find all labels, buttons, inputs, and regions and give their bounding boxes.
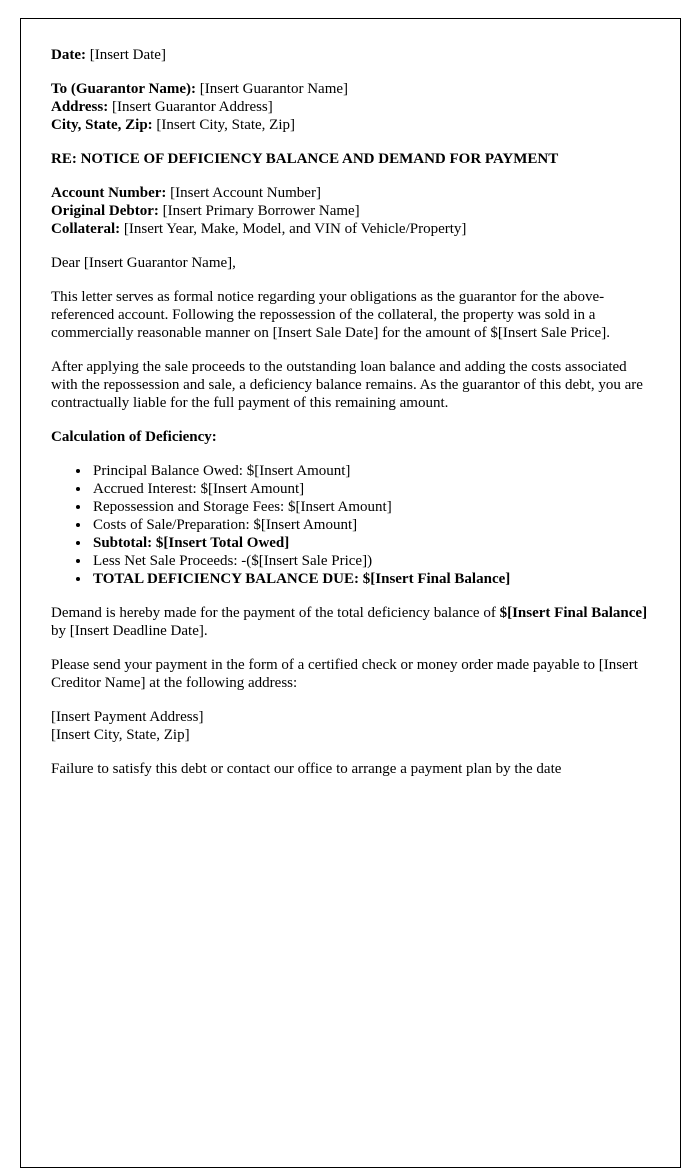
- payment-address-line2: [Insert City, State, Zip]: [51, 727, 190, 743]
- collateral-label: Collateral:: [51, 221, 121, 237]
- letter-page: [20, 18, 681, 1168]
- demand-text-post: by [Insert Deadline Date].: [51, 623, 208, 639]
- account-block: [51, 184, 650, 238]
- list-item-subtotal: • Subtotal: $[Insert Total Owed]: [91, 534, 650, 552]
- original-debtor-line: [51, 202, 650, 220]
- demand-text-pre: Demand is hereby made for the payment of the total deficiency balance of: [51, 605, 500, 621]
- recipient-city-line: [51, 116, 650, 134]
- collateral-line: [51, 220, 650, 238]
- recipient-to-line: [51, 80, 650, 98]
- list-item-repossession-fees: • Repossession and Storage Fees: $[Insert Amount]: [91, 498, 650, 516]
- payment-instructions-paragraph: Please send your payment in the form of a certified check or money order made payable to [Insert Creditor Name] at the following address:: [51, 657, 638, 691]
- account-number-label: Account Number:: [51, 185, 167, 201]
- recipient-city-value: [Insert City, State, Zip]: [152, 117, 296, 133]
- account-number-value: [Insert Account Number]: [166, 185, 321, 201]
- account-number-line: [51, 184, 650, 202]
- recipient-block: [51, 80, 650, 134]
- recipient-to-value: [Insert Guarantor Name]: [196, 81, 349, 97]
- date-line: [51, 46, 650, 64]
- date-label: Date:: [51, 47, 86, 63]
- recipient-address-line: [51, 98, 650, 116]
- original-debtor-value: [Insert Primary Borrower Name]: [158, 203, 360, 219]
- recipient-to-label: To (Guarantor Name):: [51, 81, 196, 97]
- recipient-address-label: Address:: [51, 99, 109, 115]
- recipient-address-value: [Insert Guarantor Address]: [108, 99, 273, 115]
- collateral-value: [Insert Year, Make, Model, and VIN of Vehicle/Property]: [120, 221, 467, 237]
- list-item-interest: • Accrued Interest: $[Insert Amount]: [91, 480, 650, 498]
- salutation: Dear [Insert Guarantor Name],: [51, 255, 236, 271]
- demand-paragraph: [51, 604, 650, 640]
- calculation-heading: Calculation of Deficiency:: [51, 429, 217, 445]
- list-item-principal: • Principal Balance Owed: $[Insert Amount]: [91, 462, 650, 480]
- body-paragraph-1: This letter serves as formal notice regarding your obligations as the guarantor for the above-referenced account. Following the repossession of the collateral, the property was sold in a commercially reasonable manner on [Insert Sale Date] for the amount of $[Insert Sale Price].: [51, 289, 610, 341]
- deficiency-calculation-list: [51, 462, 650, 588]
- list-item-less-proceeds: • Less Net Sale Proceeds: -($[Insert Sale Price]): [91, 552, 650, 570]
- payment-address-block: [51, 708, 650, 744]
- payment-address-line1: [Insert Payment Address]: [51, 709, 204, 725]
- recipient-city-label: City, State, Zip:: [51, 117, 153, 133]
- list-item-sale-costs: • Costs of Sale/Preparation: $[Insert Amount]: [91, 516, 650, 534]
- subject-line: RE: NOTICE OF DEFICIENCY BALANCE AND DEMAND FOR PAYMENT: [51, 151, 559, 167]
- original-debtor-label: Original Debtor:: [51, 203, 159, 219]
- date-value: [Insert Date]: [85, 47, 166, 63]
- closing-line-truncated: Failure to satisfy this debt or contact our office to arrange a payment plan by the date: [51, 761, 562, 777]
- demand-final-balance: $[Insert Final Balance]: [499, 605, 648, 621]
- list-item-total-deficiency: • TOTAL DEFICIENCY BALANCE DUE: $[Insert Final Balance]: [91, 570, 650, 588]
- body-paragraph-2: After applying the sale proceeds to the outstanding loan balance and adding the costs associated with the repossession and sale, a deficiency balance remains. As the guarantor of this debt, you are contractually liable for the full payment of this remaining amount.: [51, 359, 643, 411]
